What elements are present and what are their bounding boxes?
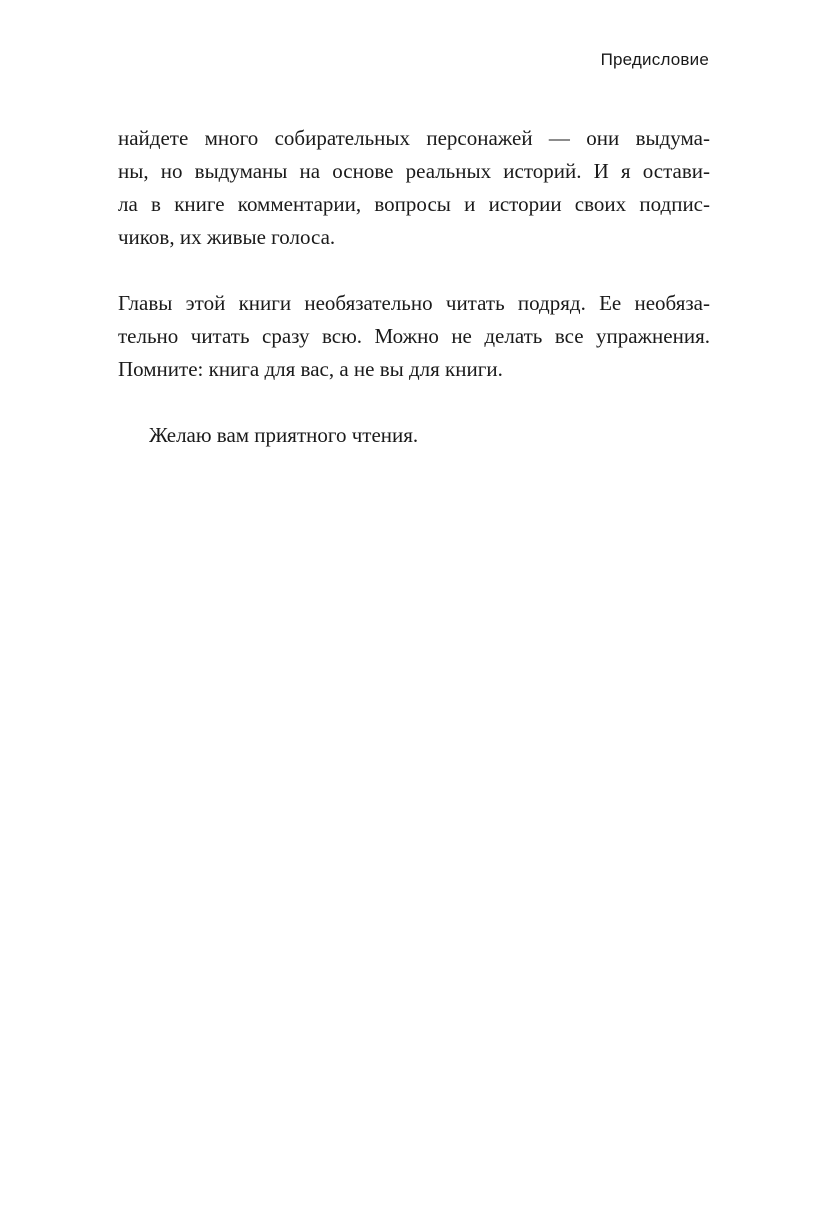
text-line: тельно читать сразу всю. Можно не делать все упражнения. xyxy=(118,324,710,348)
paragraph-2 xyxy=(118,287,710,386)
text-line: ла в книге комментарии, вопросы и истории своих подпис- xyxy=(118,192,710,216)
text-line: Помните: книга для вас, а не вы для книги. xyxy=(118,357,503,381)
running-header-title: Предисловие xyxy=(600,50,709,69)
text-line: Главы этой книги необязательно читать подряд. Ее необяза- xyxy=(118,291,710,315)
text-line: ны, но выдуманы на основе реальных историй. И я остави- xyxy=(118,159,710,183)
text-line: Желаю вам приятного чтения. xyxy=(149,423,419,447)
page-body xyxy=(118,122,710,485)
paragraph-1 xyxy=(118,122,710,254)
text-line: найдете много собирательных персонажей — они выдума- xyxy=(118,126,710,150)
paragraph-3 xyxy=(118,419,710,452)
text-line: чиков, их живые голоса. xyxy=(118,225,336,249)
